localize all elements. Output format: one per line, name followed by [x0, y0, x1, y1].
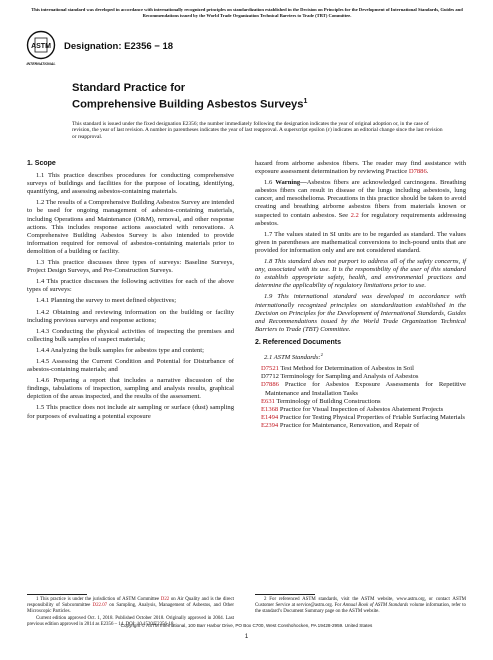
para-1-3: 1.3 This practice discusses three types of surveys: Baseline Surveys, Project Design Surveys, and Pre-Construction Surveys.: [27, 259, 234, 275]
para-1-4-4: 1.4.4 Analyzing the bulk samples for asbestos type and content;: [36, 346, 204, 354]
reference-title: Practice for Visual Inspection of Asbestos Abatement Projects: [278, 405, 444, 413]
astm-standards-subheading: 2.1 ASTM Standards:$^2$: [264, 351, 323, 362]
reference-code-link[interactable]: E1368: [261, 405, 279, 413]
reference-title: Practice for Testing Physical Properties of Friable Surfacing Materials: [278, 413, 465, 421]
reference-item: [255, 398, 466, 406]
footnote-2: [255, 597, 466, 616]
para-1-8: 1.8 This standard does not purport to address all of the safety concerns, if any, associated with its use. It is the responsibility of the user of this standard to establish appropriate safety, health, and environmental practices and determine the applicability of regulatory limitations prior to use.: [255, 258, 466, 290]
footnote-2-text: 2 For referenced ASTM standards, visit the ASTM website, www.astm.org, or contact ASTM Customer Service at service@astm.org. For Annual Book of ASTM Standards volume information, refer to the standard’s Document Summary page on the ASTM website.: [255, 597, 466, 614]
warning-label: Warning—: [275, 179, 307, 187]
para-1-6: 1.6 Warning—Asbestos fibers are acknowledged carcinogens. Breathing asbestos fibers can result in disease of the lungs including asbestosis, lung cancer, and mesothelioma. Precautions in this practice should be taken to avoid creating and breathing airborne asbestos fibers from materials known or suspected to contain asbestos. See 2.2 for regulatory requirements addressing asbestos.: [255, 179, 467, 227]
right-column: [255, 160, 466, 430]
logo-subtext: INTERNATIONAL: [26, 62, 56, 66]
para-1-4-1: 1.4.1 Planning the survey to meet defined objectives;: [36, 297, 177, 305]
para-1-2: 1.2 The results of a Comprehensive Building Asbestos Survey are intended to be used for ongoing management of asbestos-containing materials, including Operations and Maintenance (O&M), removal, and other response actions. This includes response actions associated with renovations. A Comprehensive Building Asbestos Survey is also intended to provide information required for removal of asbestos-containing materials prior to demolition of a building or facility.: [27, 199, 234, 255]
footnote-1-edition: Current edition approved Oct. 1, 2018. Published October 2018. Originally approved in 2004. Last previous edition approved in 2014 as E2356 – 14. DOI: 10.1520/E2356-18.: [27, 615, 234, 627]
reference-title: Terminology of Building Constructions: [274, 397, 381, 405]
designation: Designation: E2356 − 18: [64, 41, 174, 52]
para-1-5: 1.5 This practice does not include air sampling or surface (dust) sampling for purposes of evaluating a potential exposure: [27, 404, 234, 420]
header-notice: This international standard was developed in accordance with internationally recognized principles on standardization established in the Decision on Principles for the Development of International Standards, Guides and Recommendations issued by the World Trade Organization Technical Barriers to Trade (TBT) Committee.: [31, 7, 463, 18]
para-1-4-2: 1.4.2 Obtaining and reviewing information on the building or facility including previous surveys and response actions;: [27, 308, 234, 324]
reference-item: [255, 381, 466, 397]
reference-code-link[interactable]: E631: [261, 397, 275, 405]
footnote-divider-left: [27, 594, 87, 595]
para-1-5-cont: hazard from airborne asbestos fibers. The reader may find assistance with exposure assessment determination by reviewing Practice D7886.: [255, 160, 466, 176]
reference-list: [255, 365, 466, 430]
para-1-4: 1.4 This practice discusses the following activities for each of the above types of surveys:: [27, 278, 234, 294]
reference-code-link[interactable]: D7712: [261, 373, 279, 381]
scope-heading: 1. Scope: [27, 160, 56, 167]
reference-item: [255, 365, 466, 373]
left-column: [27, 160, 234, 424]
title-line-2: [72, 95, 432, 112]
copyright-line: Copyright © ASTM International, 100 Barr Harbor Drive, PO Box C700, West Conshohocken, PA 19428-2959. United States: [120, 623, 373, 628]
para-1-4-3: 1.4.3 Conducting the physical activities of inspecting the premises and collecting bulk samples of suspect materials;: [27, 327, 234, 343]
reference-code-link[interactable]: E2394: [261, 421, 279, 429]
standard-note: This standard is issued under the fixed designation E2356; the number immediately following the designation indicates the year of original adoption or, in the case of revision, the year of last revision. A number in parentheses indicates the year of last reapproval. A superscript epsilon (ε) indicates an editorial change since the last revision or reapproval.: [72, 121, 443, 140]
reference-item: [255, 414, 466, 422]
footnote-1-text: 1 This practice is under the jurisdiction of ASTM Committee D22 on Air Quality and is the direct responsibility of Subcommittee D22.07 on Sampling, Analysis, Management of Asbestos, and Other Microscopic Particles.: [27, 597, 234, 614]
para-1-7: 1.7 The values stated in SI units are to be regarded as standard. The values given in parentheses are mathematical conversions to inch-pound units that are provided for information only and are not considered standard.: [255, 230, 466, 254]
document-title: [72, 82, 432, 112]
reference-title: Terminology for Sampling and Analysis of Asbestos: [278, 373, 419, 381]
reference-code-link[interactable]: D7521: [261, 365, 279, 373]
reference-title: Practice for Asbestos Exposure Assessments for Repetitive Maintenance and Installation Tasks: [265, 381, 466, 397]
title-line-1: Standard Practice for: [72, 82, 186, 94]
link-d22[interactable]: D22: [160, 597, 170, 602]
para-1-4-6: 1.4.6 Preparing a report that includes a narrative discussion of the findings, tabulations of inspection, sampling and analysis results, graphical depiction of the areas inspected, and the results of the assessment.: [27, 377, 234, 401]
link-section-2-2[interactable]: 2.2: [350, 211, 359, 219]
reference-item: [255, 422, 466, 430]
link-d7886[interactable]: D7886: [408, 168, 427, 176]
reference-code-link[interactable]: D7886: [261, 381, 279, 389]
references-heading: 2. Referenced Documents: [255, 338, 341, 346]
page-number: 1: [244, 634, 249, 640]
title-footnote-mark: 1: [303, 98, 308, 105]
title-main: Comprehensive Building Asbestos Surveys: [72, 98, 304, 111]
para-1-4-5: 1.4.5 Assessing the Current Condition and Potential for Disturbance of asbestos-containing materials; and: [27, 357, 234, 374]
para-1-9: 1.9 This international standard was developed in accordance with internationally recognized principles on standardization established in the Decision on Principles for the Development of International Standards, Guides and Recommendations issued by the World Trade Organization Technical Barriers to Trade (TBT) Committee.: [255, 293, 466, 333]
reference-item: [255, 373, 466, 381]
link-d22-07[interactable]: D22.07: [92, 602, 108, 608]
footnote-divider-right: [255, 594, 315, 595]
reference-code-link[interactable]: E1494: [261, 413, 279, 421]
astm-logo: [26, 30, 56, 68]
reference-item: [255, 406, 466, 414]
astm-logo-icon: [26, 30, 56, 68]
reference-title: Practice for Maintenance, Renovation, and Repair of: [278, 421, 420, 429]
reference-title: Test Method for Determination of Asbestos in Soil: [278, 365, 414, 373]
logo-text: ASTM: [31, 43, 51, 50]
para-1-1: 1.1 This practice describes procedures for conducting comprehensive surveys of buildings and facilities for the purpose of locating, identifying, quantifying, and assessing asbestos-containing materials.: [27, 172, 234, 196]
